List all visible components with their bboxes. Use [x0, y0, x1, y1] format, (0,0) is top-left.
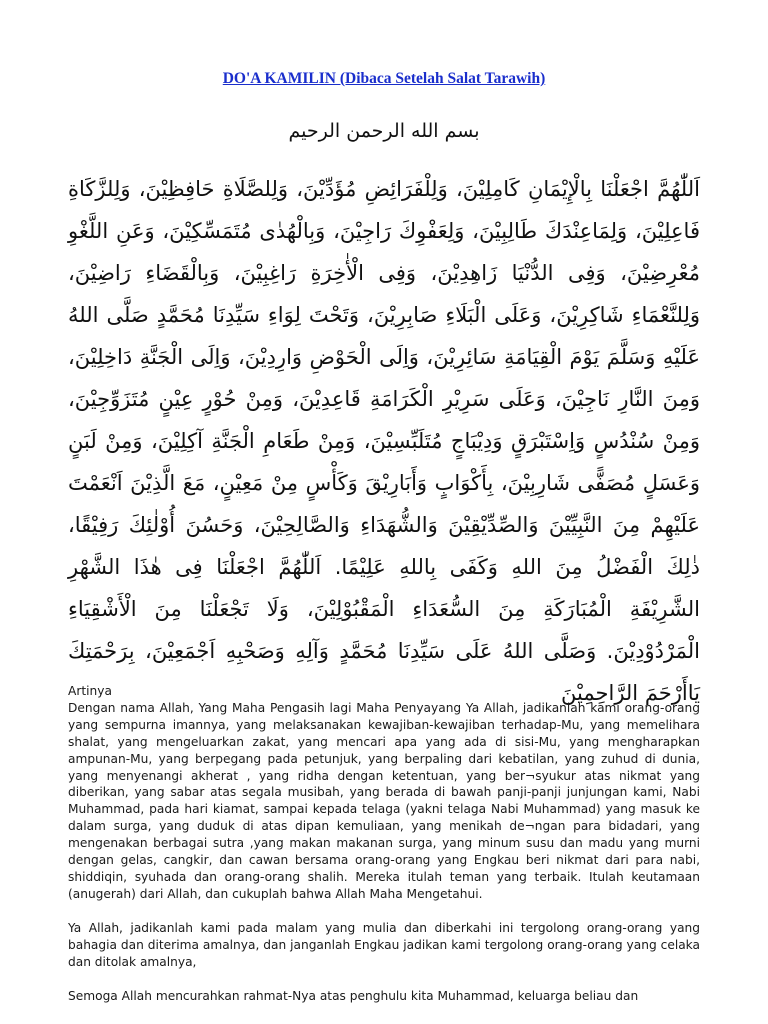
basmala-line: بسم الله الرحمن الرحيم: [288, 120, 480, 142]
translation-paragraph-3: Semoga Allah mencurahkan rahmat-Nya atas penghulu kita Muhammad, keluarga beliau dan: [68, 988, 639, 1003]
artinya-label: Artinya: [68, 684, 112, 698]
translation-section: [68, 683, 700, 1021]
document-title: DO'A KAMILIN (Dibaca Setelah Salat Tarawih): [222, 70, 546, 87]
translation-paragraph-2: Ya Allah, jadikanlah kami pada malam yang mulia dan diberkahi ini tergolong orang-orang yang bahagia dan diterima amalnya, dan janganlah Engkau jadikan kami tergolong orang-orang yang celaka dan ditolak amalnya,: [68, 920, 700, 969]
arabic-prayer-text: اَللّٰهُمَّ اجْعَلْنَا بِالْإِيْمَانِ كَامِلِيْنَ، وَلِلْفَرَائِضِ مُؤَدِّيْنَ، وَلِلصَّلَاةِ حَافِظِيْنَ، وَلِلزَّكَاةِ فَاعِلِيْنَ، وَلِمَاعِنْدَكَ طَالِبِيْنَ، وَلِعَفْوِكَ رَاجِيْنَ، وَبِالْهُدٰى مُتَمَسِّكِيْنَ، وَعَنِ اللَّغْوِ مُعْرِضِيْنَ، وَفِى الدُّنْيَا زَاهِدِيْنَ، وَفِى الْأٰخِرَةِ رَاغِبِيْنَ، وَبِالْقَضَاءِ رَاضِيْنَ، وَلِلنَّعْمَاءِ شَاكِرِيْنَ، وَعَلَى الْبَلَاءِ صَابِرِيْنَ، وَتَحْتَ لِوَاءِ سَيِّدِنَا مُحَمَّدٍ صَلَّى اللهُ عَلَيْهِ وَسَلَّمَ يَوْمَ الْقِيَامَةِ سَائِرِيْنَ، وَاِلَى الْحَوْضِ وَارِدِيْنَ، وَاِلَى الْجَنَّةِ دَاخِلِيْنَ، وَمِنَ النَّارِ نَاجِيْنَ، وَعَلَى سَرِيْرِ الْكَرَامَةِ قَاعِدِيْنَ، وَمِنْ حُوْرٍ عِيْنٍ مُتَزَوِّجِيْنَ، وَمِنْ سُنْدُسٍ وَاِسْتَبْرَقٍ وَدِيْبَاجٍ مُتَلَبِّسِيْنَ، وَمِنْ طَعَامِ الْجَنَّةِ آكِلِيْنَ، وَمِنْ لَبَنٍ وَعَسَلٍ مُصَفًّى شَارِبِيْنَ، بِأَكْوَابٍ وَأَبَارِيْقَ وَكَأْسٍ مِنْ مَعِيْنٍ، مَعَ الَّذِيْنَ اَنْعَمْتَ عَلَيْهِمْ مِنَ النَّبِيِّيْنَ وَالصِّدِّيْقِيْنَ وَالشُّهَدَاءِ وَالصَّالِحِيْنَ، وَحَسُنَ أُوْلٰئِكَ رَفِيْقًا، ذٰلِكَ الْفَضْلُ مِنَ اللهِ وَكَفَى بِاللهِ عَلِيْمًا. اَللّٰهُمَّ اجْعَلْنَا فِى هٰذَا الشَّهْرِ الشَّرِيْفَةِ الْمُبَارَكَةِ مِنَ السُّعَدَاءِ الْمَقْبُوْلِيْنَ، وَلَا تَجْعَلْنَا مِنَ الْأَشْقِيَاءِ الْمَرْدُوْدِيْنَ. وَصَلَّى اللهُ عَلَى سَيِّدِنَا مُحَمَّدٍ وَآلِهِ وَصَحْبِهِ اَجْمَعِيْنَ، بِرَحْمَتِكَ يَاأَرْحَمَ الرَّاحِمِيْنَ: [68, 177, 700, 705]
translation-paragraph-1: Dengan nama Allah, Yang Maha Pengasih lagi Maha Penyayang Ya Allah, jadikanlah kami orang-orang yang sempurna imannya, yang melaksanakan kewajiban-kewajiban terhadap-Mu, yang memelihara shalat, yang mengeluarkan zakat, yang mencari apa yang ada di sisi-Mu, yang mengharapkan ampunan-Mu, yang berpegang pada petunjuk, yang berpaling dari kebatilan, yang zuhud di dunia, yang menyenangi akherat , yang ridha dengan ketentuan, yang ber¬syukur atas nikmat yang diberikan, yang sabar atas segala musibah, yang berada di bawah panji-panji junjungan kami, Nabi Muhammad, pada hari kiamat, sampai kepada telaga (yakni telaga Nabi Muhammad) yang masuk ke dalam surga, yang duduk di atas dipan kemuliaan, yang menikah de¬ngan para bidadari, yang mengenakan berbagai sutra ,yang makan makanan surga, yang minum susu dan madu yang murni dengan gelas, cangkir, dan cawan bersama orang-orang yang Engkau beri nikmat dari para nabi, shiddiqin, syuhada dan orang-orang shalih. Mereka itulah teman yang terbaik. Itulah keutamaan (anugerah) dari Allah, dan cukuplah bahwa Allah Maha Mengetahui.: [68, 700, 700, 901]
